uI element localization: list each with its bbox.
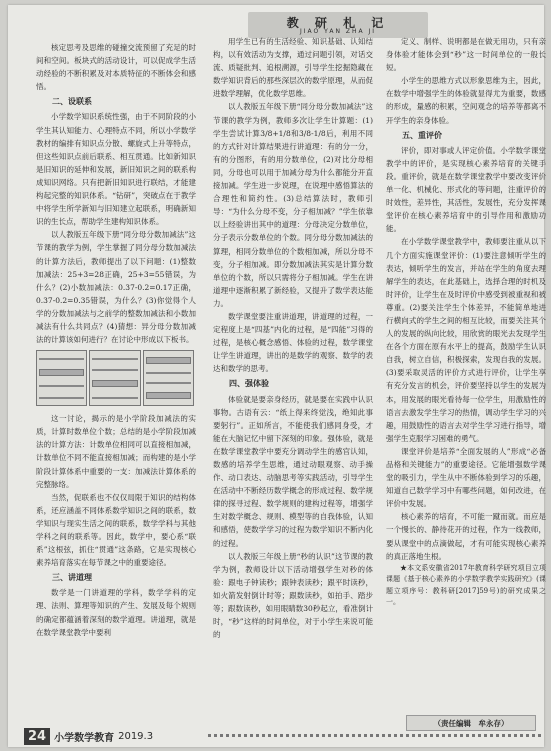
header-pinyin: JIAO YAN ZHA JI bbox=[299, 28, 377, 35]
funding-note: ★本文系安徽省2017年教育科学研究项目立项课题《基于核心素养的小学数学教学实践研究》(课题立项序号：教科研[2017]59号)的研究成果之一。 bbox=[386, 563, 546, 607]
paragraph: 以人教版五年级下册“同分母分数加减法”这节课的教学为例，学生掌握了同分母分数加减法的计算方法后，教师提出了以下问题：(1)整数加减法：25+3=28正确，25+3=55错误，为什么？(2)小数加减法：0.37-0.2=0.17正确，0.37-0.2=0.35错误，为什么？(3)你觉得个人学的分数加减法与之前学的整数加减法和小数加减法有什么共同点？(4)猜想：异分母分数加减法的计算该如何进行？在讨论中形成以下板书。 bbox=[36, 230, 196, 345]
paragraph: 以人教版三年级上册“秒的认识”这节课的教学为例，教师设计以下活动增强学生对秒的体验：跟电子钟读秒；跟钟表读秒；跟平时读秒，如火箭发射倒计时等；跟数读秒，如拍手、踏步等；跟数读秒，如用眼睛数30秒起立，看准倒计时，“秒”这样的时间单位，对于小学生来说可能的 bbox=[213, 551, 373, 640]
paragraph: 核定思考及思维的碰撞交流预留了充足的时间和空间。板块式的活动设计，可以促成学生活动经验的不断积累及对本质特征的不断体会和感悟。 bbox=[36, 43, 196, 92]
section-heading: 四、强体验 bbox=[229, 379, 269, 389]
paragraph: 当然，促联系也不仅仅局限于知识的结构体系，还应涵盖不同体系数学知识之间的联系，数学知识与现实生活之间的联系，数学学科与其他学科之间的联系等。因此，数学中，要心系“联系”这根弦，抓住“贯通”这条路，它是实现核心素养培育落实在每节课之中的重要途径。 bbox=[36, 492, 196, 568]
figure-panel bbox=[89, 350, 140, 406]
editor-credit: （责任编辑 牟永存） bbox=[406, 715, 536, 731]
magazine-page bbox=[8, 5, 544, 747]
text-column-right bbox=[386, 35, 546, 609]
paragraph: 课堂评价是培养“全面发展的人”形成“必备品格和关键能力”的重要途径。它能增强数学课堂的吸引力，学生从中不断体验到学习的乐趣，知道自己数学学习中有哪些问题，如何改进，在评价中发展。 bbox=[386, 446, 546, 509]
figure-panel bbox=[36, 350, 87, 406]
paragraph: 在小学数学课堂教学中，教师要注重从以下几个方面实施课堂评价：(1)要注意倾听学生的表达，倾听学生的发言，并站在学生的角度去理解学生的表达，在此基础上，选择合理的时机及时评价，让学生在及时评价中感受到被重视和被尊重。(2)要关注学生个体差异，不能简单地进行横向式的学生之间的相互比较，而要关注其个人的发展的纵向比较，用欣赏的眼光去发现学生在各个方面在原有水平上的提高，鼓励学生认识自我，树立自信，积极探索，发现自我的发展。(3)要采取灵活的评价方式进行评价，让学生享有充分发言的机会，评价要坚持以学生的发展为本，用发展的眼光看待每一位学生，用激励性的语言去激发学生学习的热情，调动学生学习的兴趣，用鼓励性的语言去对学生学习进行指导，增强学生克服学习困难的勇气。 bbox=[386, 237, 546, 443]
paragraph: 数学是一门讲道理的学科，数学学科的定理、法则、算理等知识的产生、发展及每个规则的确定都蕴涵着深刻的数学道理。讲道理，就是在数学课堂教学中要利 bbox=[36, 588, 196, 637]
paragraph: 评价，即对事或人评定价值。小学数学课堂教学中的评价，是实现核心素养培育的关键手段。重评价，就是在数学课堂教学中要改变评价单一化、机械化、形式化的等问题，注重评价的时效性，差异性，其活性，发展性，充分发挥课堂评价在核心素养培育中的引导作用和激励功能。 bbox=[386, 145, 546, 234]
paragraph: 这一讨论，揭示的是小学阶段加减法的实质，计算时数单位个数；总结的是小学阶段加减法的计算方法：计数单位相同可以直接相加减，计数单位不同不能直接相加减；而构建的是小学阶段计算体系中重要的一支：加减法计算体系的完整脉络。 bbox=[36, 414, 196, 489]
blackboard-figure bbox=[36, 350, 194, 406]
footer-stripe bbox=[208, 734, 544, 737]
text-column-middle bbox=[213, 35, 373, 641]
issue-number: 2019.3 bbox=[118, 730, 154, 742]
paragraph: 用学生已有的生活经验、知识基础、认知结构，以有效活动为支撑，通过问题引领，对话交流、质疑批判、追根溯源，引导学生挖掘隐藏在数学知识背后的那些深层次的数学原理，从而促进数学理解，优化数学思维。 bbox=[213, 37, 373, 99]
header-title: 教 研 札 记 bbox=[286, 16, 390, 30]
paragraph: 定义、制样、说明都是在做无用功，只有亲身体验才能体会到“秒”这一时间单位的一般长短。 bbox=[386, 37, 546, 73]
paragraph: 小学生的思维方式以形象思维为主，因此，在数学中增强学生的体验就显得尤为重要，数感的形成，量感的积累，空间观念的培养等都离不开学生的亲身体验。 bbox=[386, 76, 546, 125]
paragraph: 核心素养的培育，不可能一蹴而就。而应是一个慢长的、静待花开的过程，作为一线教师，要从课堂中的点滴做起，才有可能实现核心素养的真正落地生根。 bbox=[386, 512, 546, 561]
section-heading: 二、设联系 bbox=[52, 97, 92, 107]
paragraph: 以人教版五年级下册“同分母分数加减法”这节课的教学为例，教师多次让学生计算题：(1)学生尝试计算3/8+1/8和3/8-1/8后，利用不同的方式针对计算结果进行讲道理：有的分一分，有的分图形，有的用分数单位，(2)对比分母相同，分母也可以用于加减分母为什么都能分开直接加减。学生进一步说理，在说理中感悟算法的合理性和简约性。(3)总结算法时，教师引导：“为什么分母不变，分子相加减？”学生依靠以上经验讲出其中的道理：分母决定分数单位，分子表示分数单位的个数。同分母分数加减法的算理，相同分数单位的个数相加减，所以分母不变，分子相加减。即分数加减法其实是计算分数单位的个数，所以只需将分子相加减。学生在讲道理中逐渐积累了新经验，又提升了数学表达能力。 bbox=[213, 102, 373, 308]
journal-title: 小学数学教育 bbox=[54, 732, 115, 744]
paragraph: 小学数学知识系统性强，由于不同阶段的小学生其认知能力、心理特点不同，所以小学数学教材的编排有知识点分散、螺旋式上升等特点，但这些知识点前后联系、相互贯通。比如新知识是旧知识的延伸和发展，新旧知识之间的联系构成知识网络。只有把新旧知识进行联结，才能建构起完整的知识体系。“钻研”，突破点在于教学中将学生所学新知与旧知建立起联系，明确新知识的生长点，帮助学生建构知识体系。 bbox=[36, 112, 196, 227]
figure-panel bbox=[143, 350, 194, 406]
page-number: 24 bbox=[24, 728, 50, 745]
section-heading: 三、讲道理 bbox=[52, 573, 92, 583]
text-column-left bbox=[36, 41, 196, 639]
paragraph: 体验就是要亲身经历，就是要在实践中认识事物。古语有云：“纸上得来终觉浅，绝知此事要躬行”。正如所言，不能使我们感同身受，才能在大脑记忆中留下深刻的印象。强体验，就是在数学课堂教学中要充分调动学生的感官认知，数感的培养学生思维，通过动眼观察、动手操作、动口表达、动脑思考等实践活动，引导学生在活动中不断经历数学概念的形成过程、数学规律的探寻过程、数学规则的建构过程等，增强学生对数学概念、规则、模型等的自我体验，认知和感悟，使数学学习的过程为数学知识不断内化的过程。 bbox=[213, 394, 373, 548]
paragraph: 数学课堂要注重讲道理，讲道理的过程，一定程度上是“四基”内化的过程，是“四能”习得的过程，是核心概念感悟、体验的过程，数学课堂让学生讲道理，讲出的是数学的观察、数学的表达和数学的思考。 bbox=[213, 311, 373, 374]
page-footer bbox=[24, 725, 214, 747]
section-heading: 五、重评价 bbox=[402, 130, 442, 140]
